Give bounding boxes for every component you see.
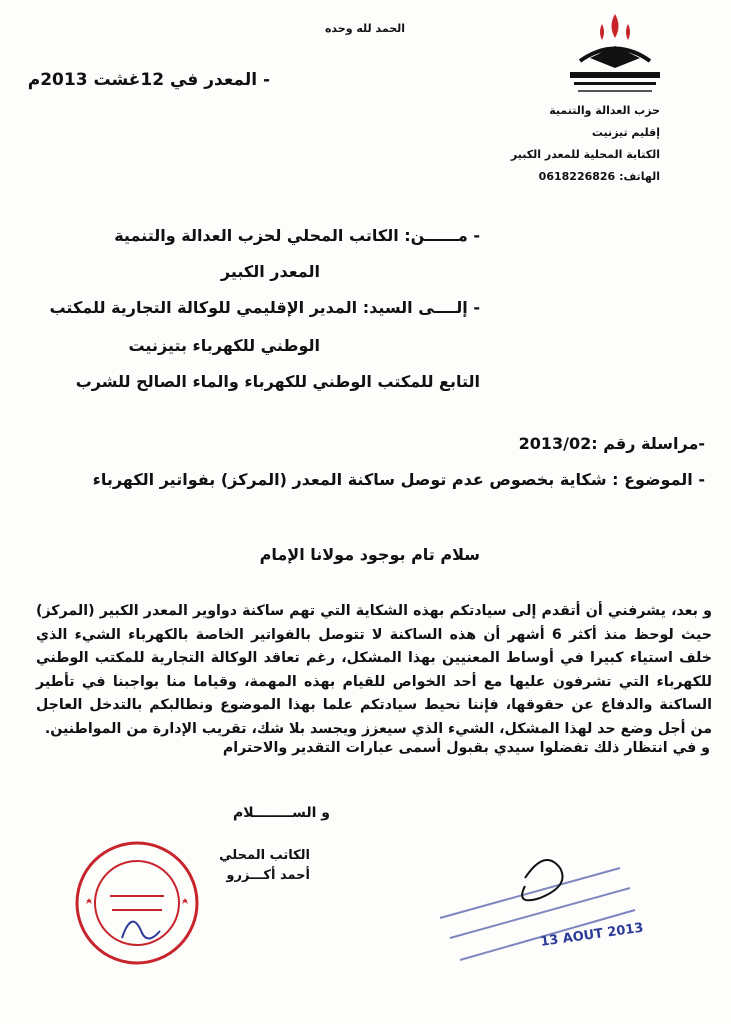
sender-block <box>510 100 660 188</box>
signer-name: أحمد أكـــزرو <box>226 868 310 883</box>
sender-phone-line <box>520 166 660 188</box>
letter-date: - المعدر في 12غشت 2013م <box>27 70 270 90</box>
letter-body: و بعد، يشرفني أن أتقدم إلى سيادتكم بهذه الشكاية التي تهم ساكنة دواوير المعدر الكبير (المركز) حيث لوحظ منذ أكثر 6 أشهر أن هذه الساكنة لا تتوصل بالفواتير الخاصة بالكهرباء الشيء الذي خلف استياء كبيرا في أوساط المعنيين بهذا المشكل، رغم تعاقد الوكالة التجارية للمكتب الوطني للكهرباء التي تشرفون عليها مع أحد الخواص للقيام بهذه المهمة، وقياما منا بواجبنا في تأطير الساكنة والدفاع عن حقوقها، فإننا نحيط سيادتكم علما بهذا الموضوع ونطالبكم بالتدخل العاجل من أجل وضع حد لهذا المشكل، الشيء الذي سيعزز ويجسد بلا شك، تقريب الإدارة من المواطنين. <box>36 603 712 737</box>
reference-number: -مراسلة رقم :2013/02 <box>518 434 705 453</box>
from-line-2: المعدر الكبير <box>220 262 320 281</box>
greeting: سلام تام بوجود مولانا الإمام <box>259 545 480 564</box>
sender-phone: 0618226826 <box>538 170 616 183</box>
sender-party: حزب العدالة والتنمية <box>549 104 660 117</box>
party-logo-icon <box>560 6 670 98</box>
sender-province: إقليم تيزنيت <box>591 126 660 139</box>
to-line-2: الوطني للكهرباء بتيزنيت <box>128 336 320 355</box>
basmala: الحمد لله وحده <box>324 22 406 35</box>
party-seal-icon <box>72 838 202 968</box>
sender-office: الكتابة المحلية للمعدر الكبير <box>510 148 660 161</box>
salam-line: و الســــــــلام <box>232 805 330 821</box>
from-line-1: - مــــــن: الكاتب المحلي لحزب العدالة والتنمية <box>114 226 480 245</box>
to-line-3: التابع للمكتب الوطني للكهرباء والماء الصالح للشرب <box>75 372 480 391</box>
received-date: 13 AOUT 2013 <box>539 920 645 950</box>
signer-title: الكاتب المحلي <box>219 848 310 863</box>
subject-line: - الموضوع : شكاية بخصوص عدم توصل ساكنة المعدر (المركز) بفواتير الكهرباء <box>92 470 705 489</box>
closing-line: و في انتظار ذلك تفضلوا سيدي بقبول أسمى عبارات التقدير والاحترام <box>222 740 710 756</box>
to-line-1: - إلــــى السيد: المدير الإقليمي للوكالة التجارية للمكتب <box>49 298 480 317</box>
sender-phone-label: الهاتف: <box>619 170 660 183</box>
received-stamp-icon <box>430 848 650 988</box>
